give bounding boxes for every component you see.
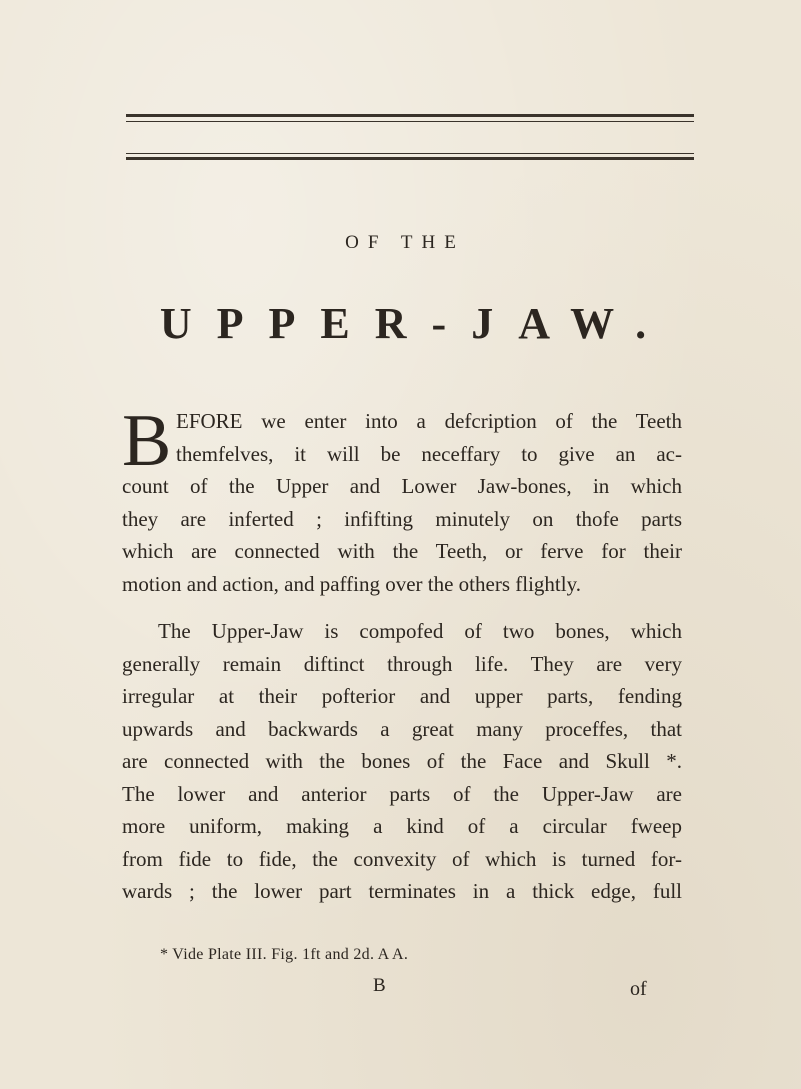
section-heading-title: UPPER-JAW. xyxy=(159,299,672,348)
ornamental-rule-bottom-thin xyxy=(126,153,694,154)
ornamental-rule-top-thick xyxy=(126,114,694,117)
footnote: * Vide Plate III. Fig. 1ft and 2d. A A. xyxy=(160,946,409,963)
paragraph-2-line: upwards and backwards a great many proceffes, that xyxy=(122,716,682,741)
paragraph-2-line: wards ; the lower part terminates in a thick edge, full xyxy=(122,879,682,903)
paragraph-1-line: motion and action, and paffing over the others flightly. xyxy=(122,571,581,596)
paragraph-1-line: EFORE we enter into a defcription of the Teeth xyxy=(176,409,682,433)
paragraph-2-line: are connected with the bones of the Face and Skull *. xyxy=(122,749,682,773)
paragraph-2 xyxy=(122,615,682,908)
ornamental-rule-bottom-thick xyxy=(126,157,694,160)
paragraph-2-line: from fide to fide, the convexity of which is turned for- xyxy=(122,846,682,871)
section-heading-small: OF THE xyxy=(345,232,465,253)
paragraph-2-line: irregular at their pofterior and upper parts, fending xyxy=(122,684,682,708)
paragraph-1-line: which are connected with the Teeth, or ferve for their xyxy=(122,539,682,563)
paragraph-1 xyxy=(122,400,682,600)
paragraph-1-line: they are inferted ; infifting minutely on thofe parts xyxy=(122,506,682,531)
ornamental-rule-top-thin xyxy=(126,121,694,122)
drop-cap: B xyxy=(122,400,172,482)
catchword: of xyxy=(630,978,647,1000)
paragraph-2-line: more uniform, making a kind of a circular fweep xyxy=(122,814,682,838)
paragraph-2-line: The Upper-Jaw is compofed of two bones, which xyxy=(158,619,682,643)
paragraph-1-line: themfelves, it will be neceffary to give an ac- xyxy=(176,441,682,466)
paragraph-1-line: count of the Upper and Lower Jaw-bones, in which xyxy=(122,474,682,498)
paragraph-2-line: The lower and anterior parts of the Upper-Jaw are xyxy=(122,781,682,806)
paragraph-2-line: generally remain diftinct through life. They are very xyxy=(122,651,682,676)
signature-mark: B xyxy=(373,975,386,996)
